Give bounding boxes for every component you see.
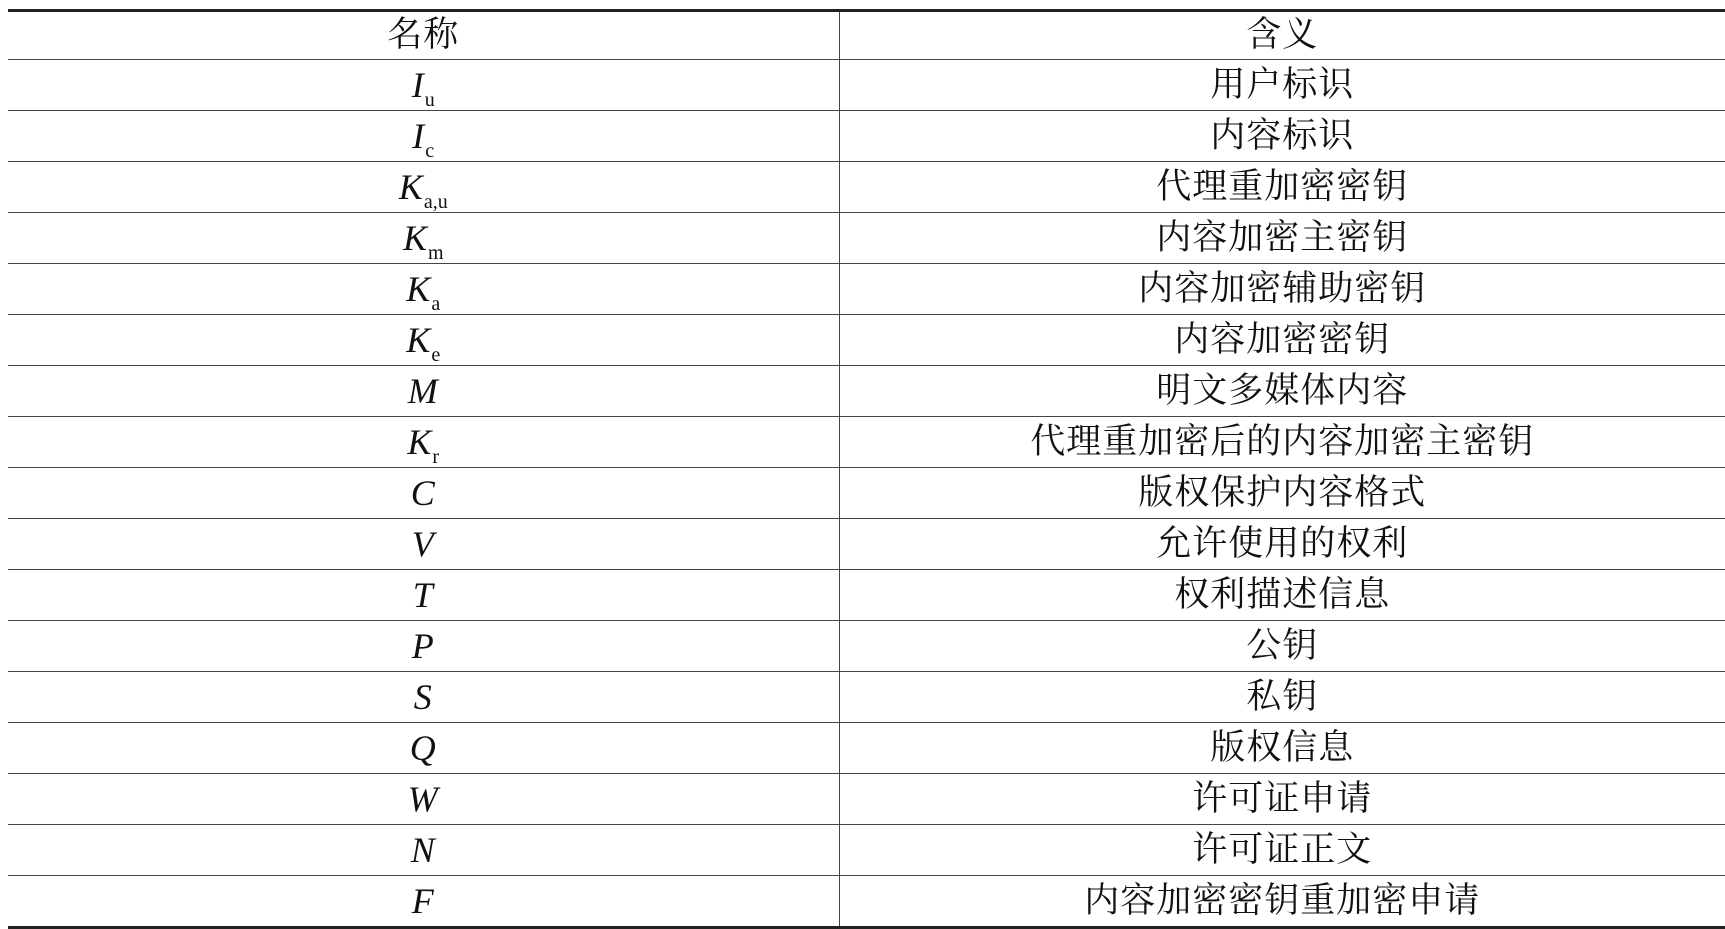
symbol (411, 64, 435, 111)
meaning-text: 版权信息 (1210, 727, 1355, 768)
symbol (412, 524, 435, 564)
meaning-cell (839, 672, 1725, 723)
symbol-subscript: r (432, 445, 440, 468)
meaning-text: 许可证正文 (1192, 829, 1373, 870)
symbol-table-container (8, 9, 1725, 929)
meaning-cell (839, 621, 1725, 672)
symbol (410, 728, 437, 768)
meaning-text: 代理重加密后的内容加密主密钥 (1030, 421, 1535, 462)
meaning-text: 内容加密密钥重加密申请 (1084, 880, 1481, 921)
table-header-row (8, 11, 1725, 60)
symbol-cell (8, 213, 839, 264)
symbol (398, 166, 448, 213)
meaning-cell (839, 876, 1725, 928)
meaning-cell (839, 723, 1725, 774)
symbol-base: W (407, 778, 438, 819)
table-row (8, 825, 1725, 876)
table-row (8, 111, 1725, 162)
meaning-cell (839, 162, 1725, 213)
meaning-text: 明文多媒体内容 (1156, 370, 1409, 411)
table-row (8, 672, 1725, 723)
meaning-cell (839, 366, 1725, 417)
table-row (8, 162, 1725, 213)
symbol-base: P (411, 625, 434, 666)
symbol-cell (8, 315, 839, 366)
symbol-subscript: m (427, 241, 444, 264)
meaning-cell (839, 570, 1725, 621)
symbol-table (8, 9, 1725, 929)
table-row (8, 774, 1725, 825)
meaning-cell (839, 315, 1725, 366)
table-row (8, 876, 1725, 928)
symbol (406, 268, 441, 315)
symbol-cell (8, 519, 839, 570)
meaning-cell (839, 417, 1725, 468)
symbol (412, 115, 435, 162)
meaning-cell (839, 519, 1725, 570)
symbol (411, 473, 436, 513)
symbol (412, 626, 435, 666)
symbol (413, 575, 434, 615)
symbol-base: I (411, 64, 424, 105)
symbol-cell (8, 60, 839, 111)
symbol-base: K (402, 217, 427, 258)
symbol-base: N (410, 829, 435, 870)
table-row (8, 468, 1725, 519)
table-row (8, 264, 1725, 315)
header-name-label: 名称 (387, 15, 460, 55)
table-row (8, 621, 1725, 672)
symbol-base: K (398, 166, 423, 207)
table-row (8, 417, 1725, 468)
symbol-base: T (412, 574, 433, 615)
table-row (8, 519, 1725, 570)
symbol-base: M (407, 370, 438, 411)
symbol-subscript: u (424, 88, 435, 111)
meaning-text: 允许使用的权利 (1156, 523, 1409, 564)
symbol-subscript: a,u (423, 190, 448, 213)
table-row (8, 366, 1725, 417)
meaning-text: 版权保护内容格式 (1138, 472, 1427, 513)
symbol (402, 217, 444, 264)
symbol (408, 371, 439, 411)
header-meaning (839, 11, 1725, 60)
meaning-text: 内容标识 (1210, 115, 1355, 156)
symbol (406, 319, 441, 366)
table-row (8, 570, 1725, 621)
meaning-cell (839, 468, 1725, 519)
symbol (414, 677, 433, 717)
meaning-text: 内容加密密钥 (1174, 319, 1391, 360)
symbol (407, 421, 440, 468)
symbol-base: F (411, 880, 434, 921)
meaning-cell (839, 213, 1725, 264)
symbol-cell (8, 468, 839, 519)
symbol-base: S (413, 676, 432, 717)
meaning-text: 权利描述信息 (1174, 574, 1391, 615)
meaning-text: 代理重加密密钥 (1156, 166, 1409, 207)
table-body (8, 60, 1725, 928)
meaning-cell (839, 264, 1725, 315)
symbol-base: Q (409, 727, 436, 768)
meaning-text: 许可证申请 (1192, 778, 1373, 819)
symbol-base: K (406, 268, 431, 309)
symbol (412, 881, 435, 921)
symbol-base: K (407, 421, 432, 462)
meaning-cell (839, 774, 1725, 825)
symbol-cell (8, 264, 839, 315)
symbol-cell (8, 621, 839, 672)
symbol (408, 779, 439, 819)
meaning-text: 私钥 (1246, 676, 1319, 717)
meaning-text: 内容加密辅助密钥 (1138, 268, 1427, 309)
symbol (411, 830, 436, 870)
symbol-cell (8, 570, 839, 621)
symbol-subscript: a (431, 292, 441, 315)
meaning-cell (839, 825, 1725, 876)
meaning-text: 内容加密主密钥 (1156, 217, 1409, 258)
symbol-base: K (406, 319, 431, 360)
symbol-cell (8, 366, 839, 417)
header-name (8, 11, 839, 60)
meaning-text: 公钥 (1246, 625, 1319, 666)
symbol-cell (8, 672, 839, 723)
table-row (8, 60, 1725, 111)
header-meaning-label: 含义 (1246, 15, 1319, 55)
symbol-base: V (411, 523, 434, 564)
meaning-cell (839, 111, 1725, 162)
symbol-subscript: e (431, 343, 441, 366)
table-row (8, 315, 1725, 366)
symbol-cell (8, 417, 839, 468)
symbol-cell (8, 774, 839, 825)
meaning-cell (839, 60, 1725, 111)
symbol-cell (8, 162, 839, 213)
symbol-cell (8, 825, 839, 876)
symbol-cell (8, 723, 839, 774)
table-row (8, 213, 1725, 264)
symbol-base: C (410, 472, 435, 513)
meaning-text: 用户标识 (1210, 64, 1355, 105)
symbol-base: I (412, 115, 425, 156)
symbol-cell (8, 876, 839, 928)
symbol-cell (8, 111, 839, 162)
symbol-subscript: c (425, 139, 435, 162)
table-row (8, 723, 1725, 774)
